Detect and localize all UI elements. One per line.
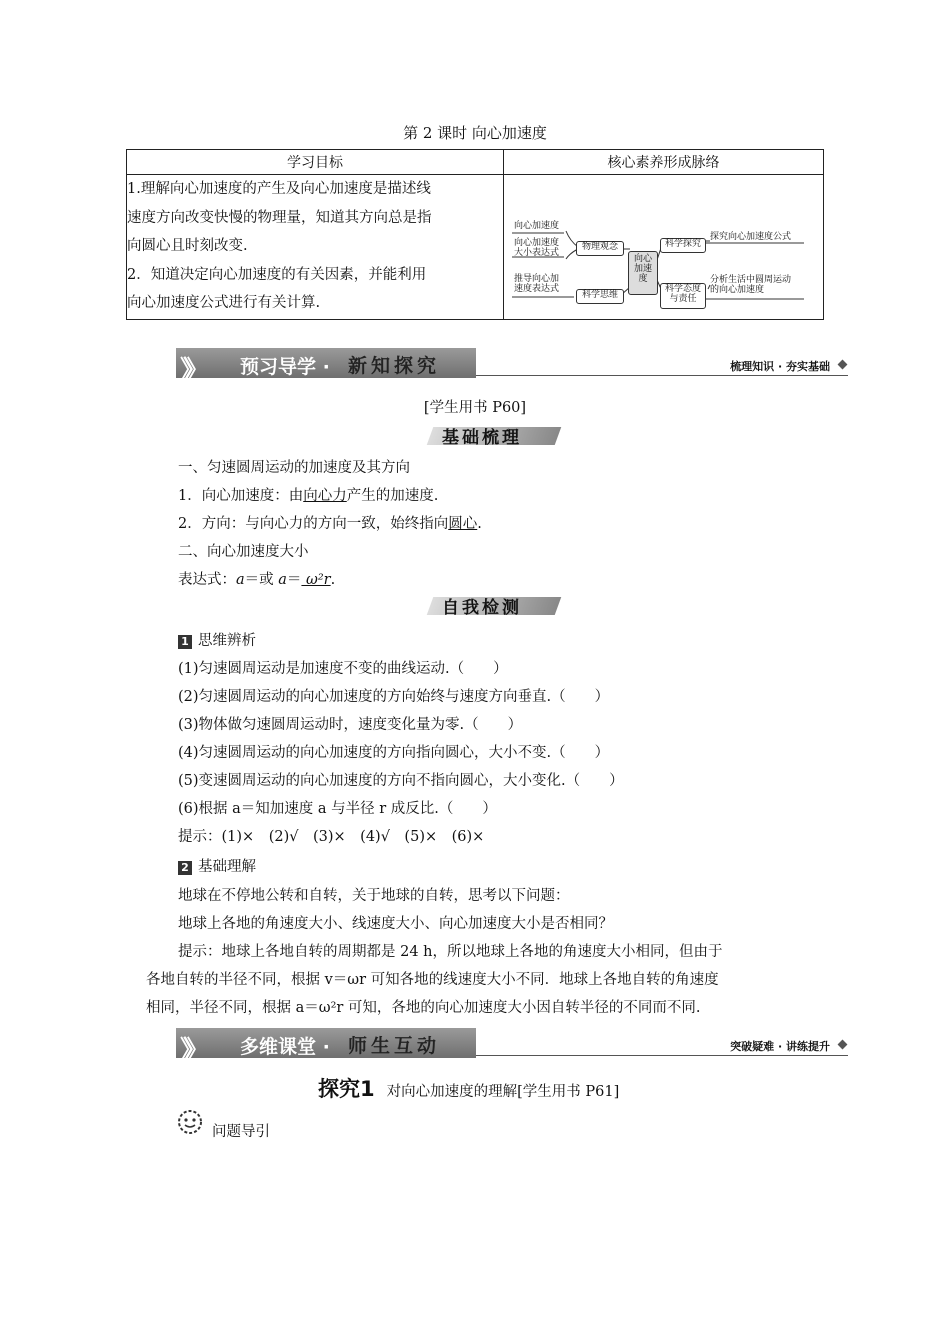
basics-heading-1: 一、匀速圆周运动的加速度及其方向 <box>178 460 410 476</box>
subhead-selfcheck <box>420 593 570 617</box>
chevron-icon: 》》 <box>180 356 200 386</box>
map-box-center <box>628 251 658 295</box>
check-para: 地球上各地的角速度大小、线速度大小、向心加速度大小是否相同？ <box>178 916 613 932</box>
check-title-1 <box>178 629 256 650</box>
goals-cell <box>127 175 504 320</box>
map-box-taidu <box>660 283 706 309</box>
check-item: (5)变速圆周运动的向心加速度的方向不指向圆心，大小变化.（ ） <box>178 773 624 789</box>
goal-line: 2．知道决定向心加速度的有关因素，并能利用 <box>127 266 427 283</box>
subhead-basics <box>420 423 570 447</box>
map-center-a: 向心 <box>633 254 652 264</box>
text: . <box>477 516 482 532</box>
subhead-text: 自我检测 <box>442 598 522 618</box>
map-taidu-b: 与责任 <box>669 294 697 304</box>
col-header-goals: 学习目标 <box>127 150 504 175</box>
goal-line: 1.理解向心加速度的产生及向心加速度是描述线 <box>127 181 431 197</box>
check-item: (3)物体做匀速圆周运动时，速度变化量为零.（ ） <box>178 717 523 733</box>
text: 表达式： <box>178 572 236 588</box>
text: 基础理解 <box>198 859 256 875</box>
check-para: 相同，半径不同，根据 a＝ω²r 可知，各地的向心加速度大小因自转半径的不同而不同. <box>146 1000 701 1016</box>
banner-right-text: 突破疑难 · 讲练提升 <box>730 1040 830 1053</box>
section-banner-classroom <box>176 1028 848 1066</box>
var-a: a <box>278 572 287 588</box>
basics-line-2 <box>178 512 482 533</box>
text: 1．向心加速度：由 <box>178 488 304 504</box>
map-center-b: 加速 <box>633 264 652 274</box>
check-hint: 提示：(1)× (2)√ (3)× (4)√ (5)× (6)× <box>178 829 485 845</box>
concept-map <box>504 175 824 320</box>
check-para: 地球在不停地公转和自转，关于地球的自转，思考以下问题： <box>178 888 570 904</box>
map-taidu-a: 科学态度 <box>664 284 701 294</box>
map-node-left2b: 大小表达式 <box>514 248 560 258</box>
banner-label2: 新知探究 <box>348 355 441 377</box>
check-item: (4)匀速圆周运动的向心加速度的方向指向圆心，大小不变.（ ） <box>178 745 610 761</box>
number-badge: 1 <box>178 635 192 649</box>
explore-title: 对向心加速度的理解[学生用书 P61] <box>386 1084 620 1100</box>
number-badge: 2 <box>178 861 192 875</box>
banner-dot: · <box>322 1036 330 1058</box>
ref-p60: [学生用书 P60] <box>423 400 527 416</box>
map-center-c: 度 <box>638 274 648 284</box>
check-item: (1)匀速圆周运动是加速度不变的曲线运动.（ ） <box>178 661 508 677</box>
text: 2．方向：与向心力的方向一致，始终指向 <box>178 516 449 532</box>
banner-label <box>240 352 330 379</box>
chevron-icon: 》》 <box>180 1036 200 1066</box>
text: ＝或 <box>244 572 279 588</box>
goal-line: 向心加速度公式进行有关计算. <box>127 295 321 311</box>
map-node-left1: 向心加速度 <box>514 221 560 231</box>
basics-expression <box>178 568 335 589</box>
banner-dot: · <box>322 356 330 378</box>
diamond-icon <box>838 1040 848 1050</box>
text: 产生的加速度. <box>346 488 439 504</box>
explore-heading <box>318 1073 619 1103</box>
map-node-left3a: 推导向心加 <box>514 274 560 284</box>
answer-underline: 向心力 <box>303 488 347 504</box>
banner-right-text: 梳理知识 · 夯实基础 <box>730 360 830 373</box>
banner-rule <box>476 1055 848 1056</box>
check-para: 提示：地球上各地自转的周期都是 24 h，所以地球上各地的角速度大小相同，但由于 <box>178 944 723 960</box>
text: ＝ <box>286 572 302 588</box>
goal-line: 速度方向改变快慢的物理量，知道其方向总是指 <box>127 209 432 226</box>
check-item: (2)匀速圆周运动的向心加速度的方向始终与速度方向垂直.（ ） <box>178 689 610 705</box>
page-title: 第 2 课时 向心加速度 <box>403 124 547 142</box>
smiley-icon <box>176 1108 204 1140</box>
goal-line: 向圆心且时刻改变. <box>127 238 248 254</box>
banner-label2: 师生互动 <box>348 1035 441 1057</box>
text: 思维辨析 <box>198 633 256 649</box>
explore-number: 探究1 <box>318 1077 375 1101</box>
map-node-right2a: 分析生活中圆周运动 <box>710 275 792 285</box>
objectives-table <box>126 149 824 320</box>
map-node-right1: 探究向心加速度公式 <box>710 232 792 242</box>
check-title-2 <box>178 855 256 876</box>
question-guide: 问题导引 <box>212 1124 270 1140</box>
map-node-right2b: 的向心加速度 <box>710 285 765 295</box>
banner-label-text: 多维课堂 <box>240 1036 317 1058</box>
map-box-siwei: 科学思维 <box>576 289 624 304</box>
basics-heading-2: 二、向心加速度大小 <box>178 544 309 560</box>
answer-underline: ω²r <box>301 572 331 588</box>
text: . <box>330 572 336 588</box>
check-item: (6)根据 a＝知加速度 a 与半径 r 成反比.（ ） <box>178 801 497 817</box>
basics-line-1 <box>178 484 438 505</box>
map-box-wuli: 物理观念 <box>576 241 624 256</box>
map-node-left3b: 速度表达式 <box>514 284 560 294</box>
map-node-left2a: 向心加速度 <box>514 238 560 248</box>
banner-label <box>240 1032 330 1059</box>
subhead-text: 基础梳理 <box>442 428 522 448</box>
banner-label-text: 预习导学 <box>240 356 317 378</box>
var-a: a <box>236 572 245 588</box>
answer-underline: 圆心 <box>448 516 478 532</box>
check-para: 各地自转的半径不同，根据 v＝ωr 可知各地的线速度大小不同．地球上各地自转的角速度 <box>146 972 719 988</box>
col-header-map: 核心素养形成脉络 <box>504 150 824 175</box>
section-banner-preview <box>176 348 848 386</box>
map-box-tanjiu: 科学探究 <box>660 238 706 253</box>
diamond-icon <box>838 360 848 370</box>
banner-rule <box>476 375 848 376</box>
